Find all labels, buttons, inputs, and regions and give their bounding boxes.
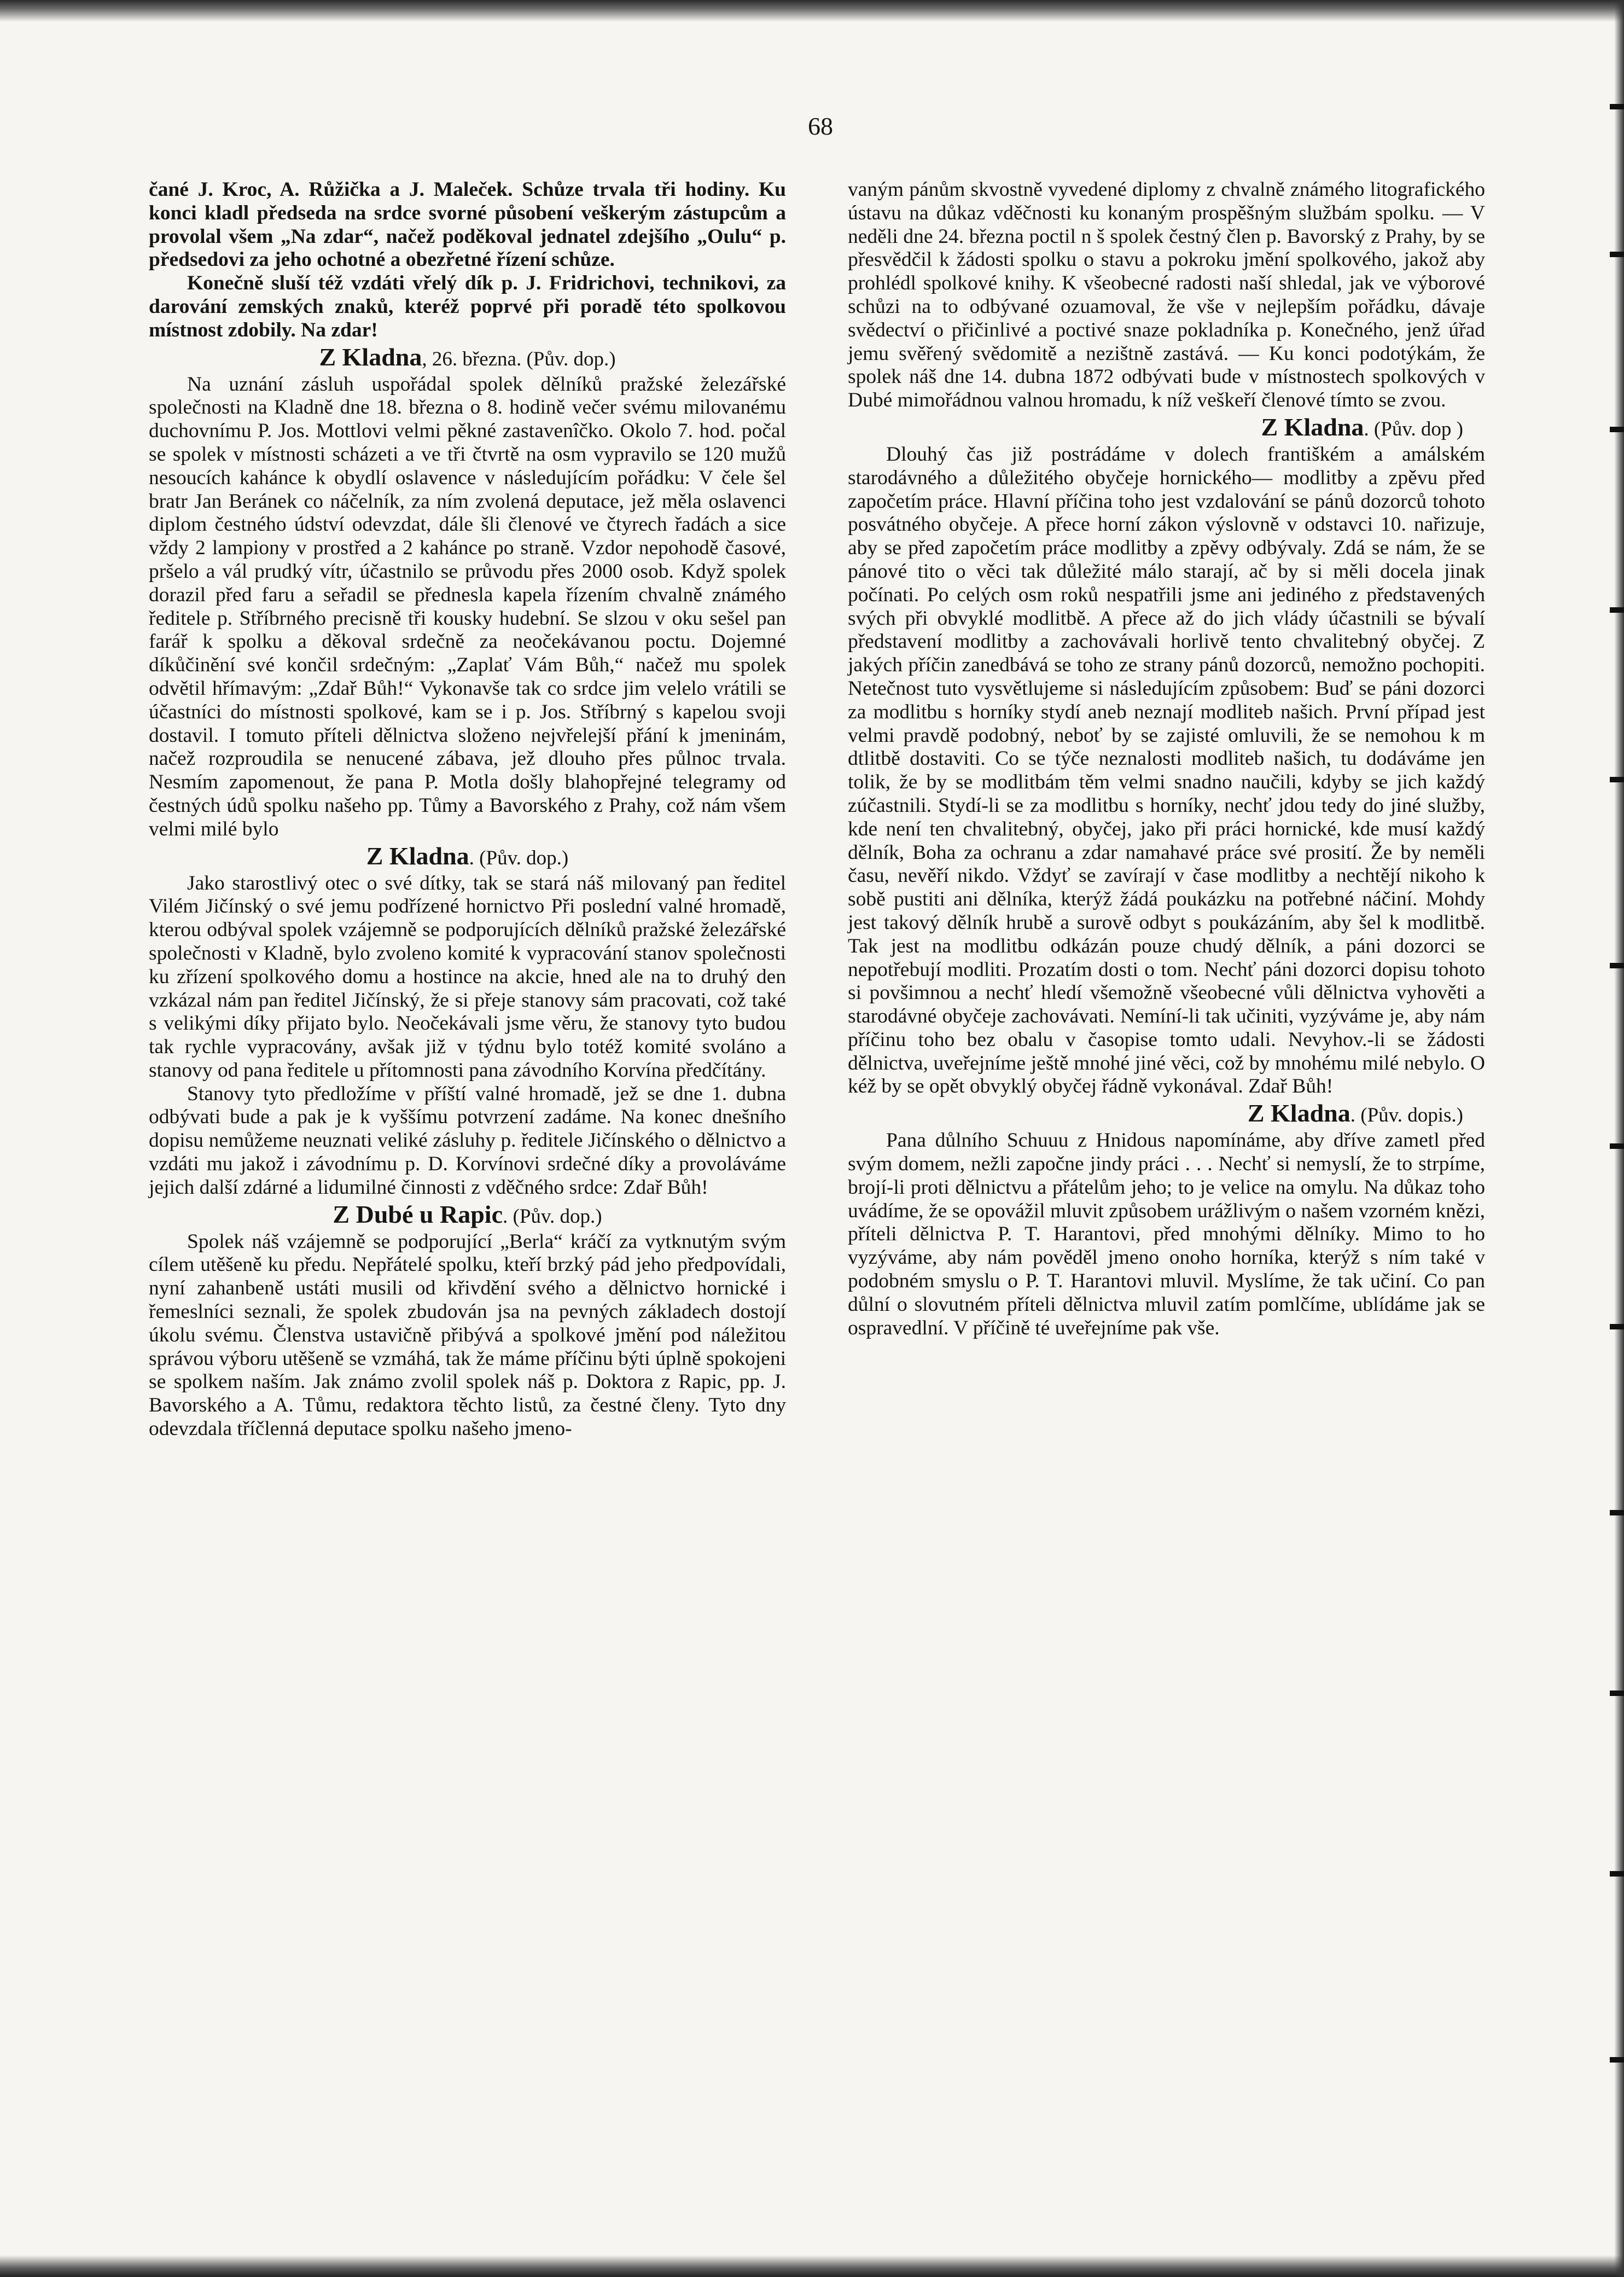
left-column [149,178,786,1441]
page-number: 68 [808,112,833,140]
article-heading [149,344,786,373]
scan-bottom-edge [0,2255,1624,2277]
article-paragraph: Konečně sluší též vzdáti vřelý dík p. J. Fridrichovi, technikovi, za darování zemských znaků, kteréž poprvé při poradě této spolkovou místnost zdobily. Na zdar! [149,272,786,341]
article-paragraph: Stanovy tyto předložíme v příští valné hromadě, jež se dne 1. dubna odbývati bude a pak je k vyššímu potvrzení zadáme. Na konec dnešního dopisu nemůžeme neuznati veliké zásluhy p. ředitele Jičínského o dělnictvo a vzdáti mu jakož i závodnímu p. D. Korvínovi srdečné díky a provoláváme jejich další zdárné a lidumilné činnosti z vděčného srdce: Zdař Bůh! [149,1082,786,1199]
article-paragraph: Dlouhý čas již postrádáme v dolech františkém a amálském starodávného a důležitého obyčeje hornického— modlitby a zpěvu před započetím práce. Hlavní příčina toho jest vzdalování se pánů dozorců tohoto posvátného obyčeje. A přece horní zákon výslovně v odstavci 10. nařizuje, aby se před započetím práce modlitby a zpěvy odbývaly. Zdá se nám, že se pánové tito o věci tak důležité málo starají, ač by si měli docela jinak počínati. Po celých osm roků nespatřili jsme ani jediného z představených svých při obvyklé modlitbě. A přece až do jich vlády účastnili se bývalí představení modlitby a zachovávali horlivě tento chvalitebný obyčej. Z jakých příčin zanedbává se toho ze strany pánů dozorců, nemožno pochopiti. Netečnost tuto vysvětlujeme si následujícím způsobem: Buď se páni dozorci za modlitbu s horníky stydí aneb neznají modliteb našich. První případ jest velmi pravdě podobný, neboť by se zajisté omluvili, že se nemohou k m dtlitbě dostaviti. Co se týče neznalosti modliteb našich, tu dodáváme jen tolik, že by se modlitbám těm velmi snadno naučili, kdyby se jich každý zúčastnili. Stydí-li se za modlitbu s horníky, nechť jdou tedy do jiné služby, kde není ten chvalitebný, obyčej, jako při práci hornické, kde musí každý dělník, Boha za ochranu a zdar namahavé práce své prosití. Že by neměli času, nevěří nikdo. Vždyť se zavírají v čase modlitby a nechtějí nikoho k sobě pustiti ani dělníka, kterýž žádá poukázku na potřebné náčiní. Mohdy jest takový dělník hrubě a surově odbyt s poukázáním, aby šel k modlitbě. Tak jest na modlitbu odkázán pouze chudý dělník, a páni dozorci se nepotřebují modliti. Prozatím dosti o tom. Nechť páni dozorci dopisu tohoto si povšimnou a nechť hledí všemožně všeobecné vůli dělnictva vyhověti a starodávné obyčeje zachovávati. Nemíní-li tak učiniti, vyzýváme je, aby nám příčinu toho bez obalu v časopise tomto udali. Nevyhov.-li se žádosti dělnictva, uveřejníme ještě mnohé jiné věci, což by mnohému milé nebylo. O kéž by se opět obvyklý obyčej řádně vykonával. Zdař Bůh! [848,443,1485,1098]
article-paragraph: vaným pánům skvostně vyvedené diplomy z chvalně známého litografického ústavu na důkaz vděčnosti ku konaným prospěšným službám spolku. — V neděli dne 24. března poctil n š spolek čestný člen p. Bavorský z Prahy, by se přesvědčil k žádosti spolku o stavu a pokroku jmění spolkového, jakož aby prohlédl spolkové knihy. K všeobecné radosti naší shledal, jak ve výborové schůzi na to odbývané ozuamoval, že vše v nejlepším pořádku, dávaje svědectví o přičinlivé a poctivé snaze pokladníka p. Konečného, jenž úřad jemu svěřený svědomitě a nezištně zastává. — Ku konci podotýkám, že spolek náš dne 14. dubna 1872 odbývati bude v místnostech spolkových v Dubé mimořádnou valnou hromadu, k níž veškeří členové tímto se zvou. [848,178,1485,412]
scan-edge-mark [1610,1143,1624,1149]
heading-source: . (Pův. dop.) [469,846,569,869]
heading-source: . (Pův. dopis.) [1350,1104,1463,1127]
scan-edge-mark [1610,2057,1624,2063]
article-heading [848,414,1485,443]
article-paragraph: Spolek náš vzájemně se podporující „Berla“ kráčí za vytknutým svým cílem utěšeně ku předu. Nepřátelé spolku, kteří brzký pád jeho předpovídali, nyní zahanbeně ustáti musili od křivdění svého a dělnictvo hornické i řemeslníci seznali, že spolek zbudován jsa na pevných základech dostojí úkolu svému. Členstva ustavičně přibývá a spolkové jmění pod náležitou správou výboru utěšeně se vzmáhá, tak že máme příčinu býti úplně spokojeni se spolkem naším. Jak známo zvolil spolek náš p. Doktora z Rapic, pp. J. Bavorského a A. Tůmu, redaktora těchto listů, za čestné členy. Tyto dny odevzdala tříčlenná deputace spolku našeho jmeno- [149,1230,786,1440]
article-paragraph: Na uznání zásluh uspořádal spolek dělníků pražské železářské společnosti na Kladně dne 18. března o 8. hodině večer svému milovanému duchovnímu P. Jos. Mottlovi velmi pěkné zastavenîčko. Okolo 7. hod. počal se spolek v místnosti scházeti a ve tři čtvrtě na osm vypravilo se 120 mužů nesoucích kahánce k obydlí oslavence v následujícím pořádku: V čele šel bratr Jan Beránek co náčelník, za ním zvolená deputace, jež měla oslavenci diplom čestného údství odevzdat, dále šli členové ve čtyrech řadách a sice vždy 2 lampiony v prostřed a 2 kahánce po straně. Vzdor nepohodě časové, pršelo a vál prudký vítr, účastnilo se průvodu přes 2000 osob. Když spolek dorazil před faru a seřadil se přednesla kapela řízením chvalně známého ředitele p. Stříbrného precisně tři kousky hudební. Se slzou v oku sešel pan farář k spolku a děkoval srdečně za neočekávanou poctu. Dojemné díkůčinění své končil srdečným: „Zaplať Vám Bůh,“ načež mu spolek odvětil hřímavým: „Zdař Bůh!“ Vykonavše tak co srdce jim velelo vrátili se účastníci do místnosti spolkové, kam se i p. Jos. Stříbrný s kapelou svoji dostavil. I tomuto příteli dělnictva složeno nejvřelejší přání k jmeninám, načež rozproudila se nenucené zábava, jež dlouho přes půlnoc trvala. Nesmím zapomenout, že pana P. Motla došly blahopřejné telegramy od čestných údů spolku našeho pp. Tůmy a Bavorského z Prahy, což nám všem velmi milé bylo [149,373,786,840]
scan-edge-mark [1610,777,1624,782]
scan-edge-mark [1610,427,1624,432]
scan-right-edge [1614,0,1624,2277]
heading-title: Z Kladna [1261,413,1364,441]
article-paragraph: Jako starostlivý otec o své dítky, tak se stará náš milovaný pan ředitel Vilém Jičínský o své jemu podřízené hornictvo Při poslední valné hromadě, kterou odbýval spolek vzájemně se podporujících dělníků pražské železářské společnosti v Kladně, bylo zvoleno komité k vypracování stanov společnosti ku zřízení spolkového domu a hostince na akcie, hned ale na to druhý den vzkázal nám pan ředitel Jičínský, že si přeje stanovy sám pracovati, což také s velikými díky přijato bylo. Neočekávali jsme věru, že stanovy tyto budou tak rychle vypracovány, avšak již v týdnu bylo totéž komité svoláno a stanovy od pana ředitele u přítomnosti pana závodního Korvína předčítány. [149,872,786,1082]
article-heading [848,1100,1485,1129]
right-column [848,178,1485,1340]
scan-edge-mark [1610,607,1624,613]
heading-date: , 26. března. [422,347,522,370]
heading-source: . (Pův. dop.) [503,1205,602,1228]
article-heading [149,843,786,872]
scan-edge-mark [1610,104,1624,109]
scan-edge-mark [1610,1510,1624,1515]
heading-title: Z Kladna [319,342,422,371]
scan-edge-mark [1610,1324,1624,1329]
heading-source: . (Pův. dop ) [1364,417,1463,440]
scan-top-edge [0,0,1624,22]
heading-title: Z Kladna [1247,1099,1351,1128]
heading-source: (Pův. dop.) [521,347,616,370]
scan-edge-mark [1610,1871,1624,1877]
heading-title: Z Kladna [366,841,469,870]
article-paragraph: Pana důlního Schuuu z Hnidous napomínáme, aby dříve zametl před svým domem, nežli započne jindy práci . . . Nechť si nemyslí, že to strpíme, brojí-li proti dělnictvu a přátelům jeho; to je velice na omylu. Na důkaz toho uvádíme, že se opovážil mluvit způsobem urážlivým o našem vzorném knězi, příteli dělnictva P. T. Harantovi, před mnohými dělníky. Mimo to ho vyzýváme, aby nám pověděl jmeno onoho horníka, kterýž s ním také v podobném smyslu o P. T. Harantovi mluvil. Myslíme, že tak učiní. Co pan důlní o slovutném příteli dělnictva mluvil zatím pomlčíme, ublídáme jak se ospravedlní. V příčině té uveřejníme pak vše. [848,1129,1485,1339]
article-paragraph: čané J. Kroc, A. Růžička a J. Maleček. Schůze trvala tři hodiny. Ku konci kladl předseda na srdce svorné působení veškerým zástupcům a provolal všem „Na zdar“, načež poděkoval jednatel zdejšího „Oulu“ p. předsedovi za jeho ochotné a obezřetné řízení schůze. [149,178,786,271]
scan-edge-mark [1610,252,1624,257]
article-heading [149,1201,786,1230]
scan-edge-mark [1610,1691,1624,1696]
heading-title: Z Dubé u Rapic [333,1200,503,1228]
scan-edge-mark [1610,963,1624,968]
